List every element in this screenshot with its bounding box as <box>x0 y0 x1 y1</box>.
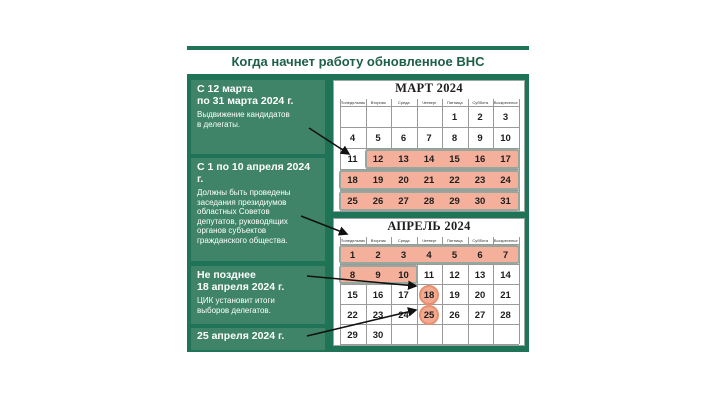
calendar-day: 6 <box>477 249 483 261</box>
calendar-day: 1 <box>451 112 458 123</box>
calendar-day: 5 <box>451 249 458 261</box>
calendar-day: 13 <box>398 154 409 165</box>
calendar-day: 24 <box>500 175 511 186</box>
page-title: Когда начнет работу обновленное ВНС <box>231 54 485 69</box>
calendar-day: 15 <box>347 289 358 301</box>
weekday-label: Четверг <box>421 238 437 243</box>
info-box-heading: С 12 марта по 31 марта 2024 г. <box>197 83 294 107</box>
calendar-day: 1 <box>349 249 356 261</box>
calendar-day: 20 <box>398 175 409 186</box>
calendar-day: 23 <box>474 175 486 186</box>
calendar-day: 3 <box>502 112 509 123</box>
weekday-label: Суббота <box>472 238 489 243</box>
calendar-day: 20 <box>474 289 486 301</box>
calendar-day: 21 <box>500 289 511 301</box>
arrow-march <box>309 128 349 154</box>
calendar-day: 22 <box>347 309 358 321</box>
weekday-label: Суббота <box>472 100 489 105</box>
calendar-day: 16 <box>372 289 384 301</box>
info-box-heading: 25 апреля 2024 г. <box>197 330 285 342</box>
calendar-day: 22 <box>449 175 460 186</box>
calendar-day: 12 <box>449 269 460 281</box>
calendar-day: 14 <box>500 269 511 281</box>
calendar-day: 19 <box>449 289 460 301</box>
info-box-text: ЦИК установит итоги выборов делегатов. <box>197 296 275 315</box>
calendar-day: 25 <box>423 309 435 321</box>
weekday-label: Вторник <box>370 100 386 105</box>
calendar-day: 11 <box>423 269 435 281</box>
calendar-day: 12 <box>372 154 384 165</box>
weekday-label: Среда <box>397 238 410 243</box>
calendar-day: 13 <box>474 269 486 281</box>
weekday-label: Воскресенье <box>493 100 518 105</box>
calendar-day: 30 <box>372 329 384 341</box>
calendar-day: 4 <box>426 249 432 261</box>
arrow-april-25 <box>307 310 416 336</box>
calendar-day: 31 <box>500 196 511 207</box>
calendar-day: 8 <box>349 269 356 281</box>
calendar-day: 10 <box>500 133 511 144</box>
calendar-day: 9 <box>477 133 483 144</box>
weekday-label: Воскресенье <box>493 238 518 243</box>
calendar-day: 11 <box>347 154 358 165</box>
calendar-day: 28 <box>500 309 511 321</box>
info-box-heading: Не позднее 18 апреля 2024 г. <box>197 269 285 293</box>
calendar-day: 26 <box>449 309 460 321</box>
calendar-day: 5 <box>375 133 381 144</box>
infographic <box>187 46 529 352</box>
calendar-day: 9 <box>375 269 381 281</box>
info-box-heading: С 1 по 10 апреля 2024 г. <box>197 161 311 185</box>
weekday-label: Понедельник <box>340 238 365 243</box>
calendar-day: 26 <box>372 196 384 207</box>
calendar-day: 29 <box>347 329 358 341</box>
weekday-label: Пятница <box>446 238 463 243</box>
calendar-day: 15 <box>449 154 460 165</box>
calendar-day: 24 <box>398 309 409 321</box>
calendar-title: АПРЕЛЬ 2024 <box>387 219 471 233</box>
calendar-title: МАРТ 2024 <box>395 81 463 95</box>
calendar-day: 17 <box>500 154 511 165</box>
calendar-day: 8 <box>451 133 458 144</box>
calendar-day: 16 <box>474 154 486 165</box>
calendar-day: 3 <box>400 249 407 261</box>
info-box-text: Должны быть проведены заседания президиумов областных Советов депутатов, руководящих органов субъектов гражданского общества. <box>197 188 291 245</box>
calendar-day: 14 <box>423 154 435 165</box>
calendar-day: 2 <box>375 249 381 261</box>
calendar-day: 29 <box>449 196 460 207</box>
calendar-day: 18 <box>347 175 358 186</box>
arrow-april-1-10 <box>301 216 347 234</box>
calendar-day: 21 <box>423 175 435 186</box>
calendar-day: 23 <box>372 309 384 321</box>
calendar-day: 19 <box>372 175 384 186</box>
calendar-day: 6 <box>400 133 407 144</box>
arrow-april-18 <box>307 276 416 286</box>
info-box-text: Выдвижение кандидатов в делегаты. <box>197 110 290 129</box>
weekday-label: Пятница <box>446 100 463 105</box>
weekday-label: Понедельник <box>340 100 365 105</box>
calendar-day: 18 <box>423 289 435 301</box>
weekday-label: Четверг <box>421 100 437 105</box>
calendar-day: 17 <box>398 289 409 301</box>
calendar-day: 10 <box>398 269 409 281</box>
calendar-day: 27 <box>474 309 486 321</box>
calendar-day: 27 <box>398 196 409 207</box>
arrows <box>187 46 529 352</box>
calendar-day: 25 <box>347 196 358 207</box>
calendar-day: 4 <box>349 133 356 144</box>
calendar-day: 7 <box>502 249 509 261</box>
calendar-day: 7 <box>426 133 432 144</box>
calendar-day: 2 <box>477 112 483 123</box>
weekday-label: Среда <box>397 100 410 105</box>
calendar-day: 28 <box>423 196 435 207</box>
weekday-label: Вторник <box>370 238 386 243</box>
calendar-day: 30 <box>474 196 486 207</box>
